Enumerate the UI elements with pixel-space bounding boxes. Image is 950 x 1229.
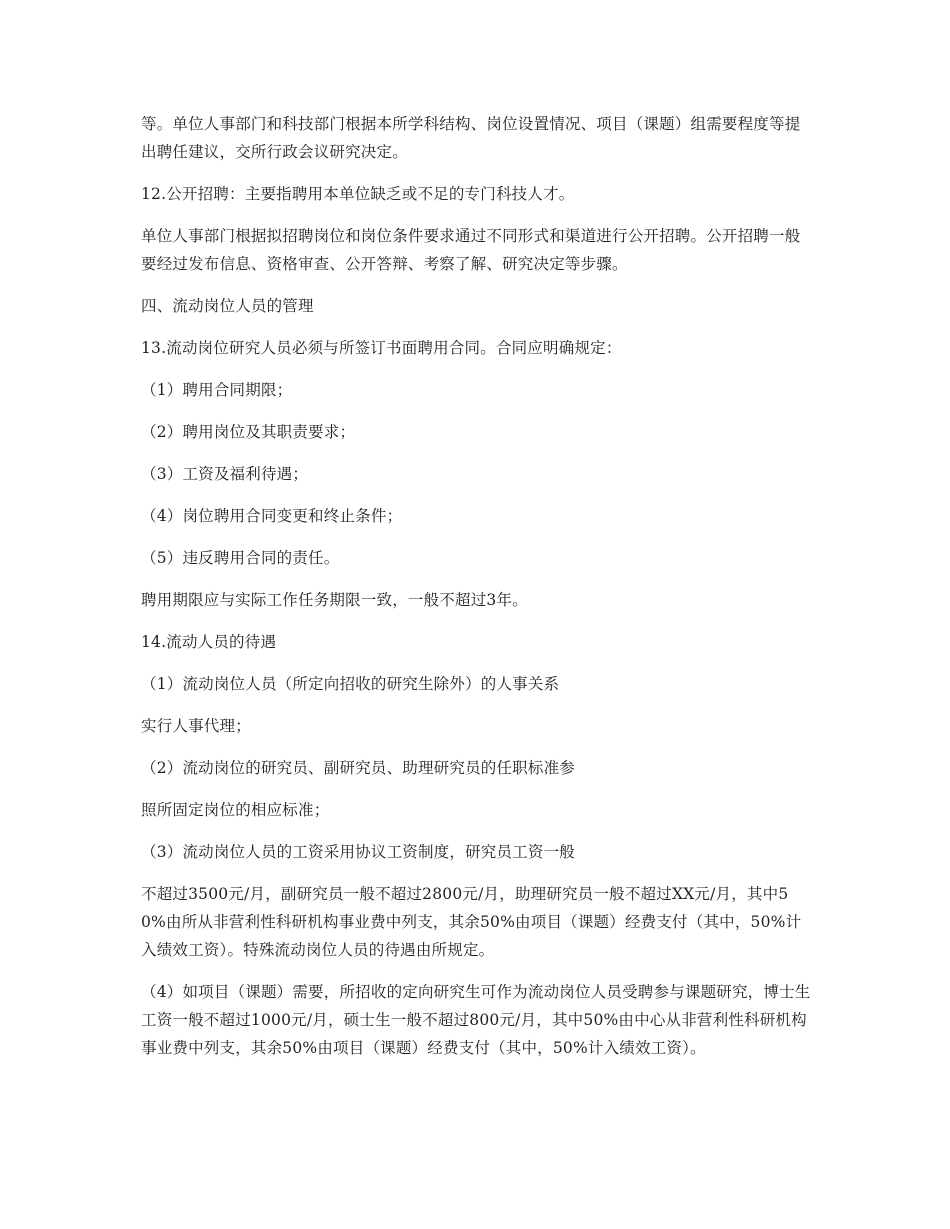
paragraph-item-14: 14.流动人员的待遇 xyxy=(141,633,277,651)
list-item-14-2: （2）流动岗位的研究员、副研究员、助理研究员的任职标准参 xyxy=(141,759,575,777)
paragraph-continuation: 等。单位人事部门和科技部门根据本所学科结构、岗位设置情况、项目（课题）组需要程度等提出聘任建议，交所行政会议研究决定。 xyxy=(141,115,801,161)
paragraph-contract-term: 聘用期限应与实际工作任务期限一致，一般不超过3年。 xyxy=(141,591,528,609)
paragraph-14-2-cont: 照所固定岗位的相应标准； xyxy=(141,801,330,819)
list-item-13-2: （2）聘用岗位及其职责要求； xyxy=(141,423,356,441)
list-item-13-3: （3）工资及福利待遇； xyxy=(141,465,309,483)
list-item-13-1: （1）聘用合同期限； xyxy=(141,381,293,399)
list-item-13-4: （4）岗位聘用合同变更和终止条件； xyxy=(141,507,403,525)
list-item-14-4: （4）如项目（课题）需要，所招收的定向研究生可作为流动岗位人员受聘参与课题研究，博士生工资一般不超过1000元/月，硕士生一般不超过800元/月，其中50%由中心从非营利性科研机构事业费中列支，其余50%由项目（课题）经费支付（其中，50%计入绩效工资）。 xyxy=(141,983,811,1057)
paragraph-recruitment-process: 单位人事部门根据拟招聘岗位和岗位条件要求通过不同形式和渠道进行公开招聘。公开招聘一般要经过发布信息、资格审查、公开答辩、考察了解、研究决定等步骤。 xyxy=(141,227,801,273)
section-heading-4: 四、流动岗位人员的管理 xyxy=(141,297,314,315)
paragraph-14-1-cont: 实行人事代理； xyxy=(141,717,251,735)
list-item-14-1: （1）流动岗位人员（所定向招收的研究生除外）的人事关系 xyxy=(141,675,560,693)
list-item-14-3: （3）流动岗位人员的工资采用协议工资制度，研究员工资一般 xyxy=(141,843,575,861)
list-item-13-5: （5）违反聘用合同的责任。 xyxy=(141,549,340,567)
paragraph-item-12: 12.公开招聘：主要指聘用本单位缺乏或不足的专门科技人才。 xyxy=(141,185,575,203)
paragraph-item-13: 13.流动岗位研究人员必须与所签订书面聘用合同。合同应明确规定： xyxy=(141,339,622,357)
document-body xyxy=(141,110,813,1076)
paragraph-14-3-cont: 不超过3500元/月，副研究员一般不超过2800元/月，助理研究员一般不超过XX元/月，其中50%由所从非营利性科研机构事业费中列支，其余50%由项目（课题）经费支付（其中，50%计入绩效工资）。特殊流动岗位人员的待遇由所规定。 xyxy=(141,885,802,959)
